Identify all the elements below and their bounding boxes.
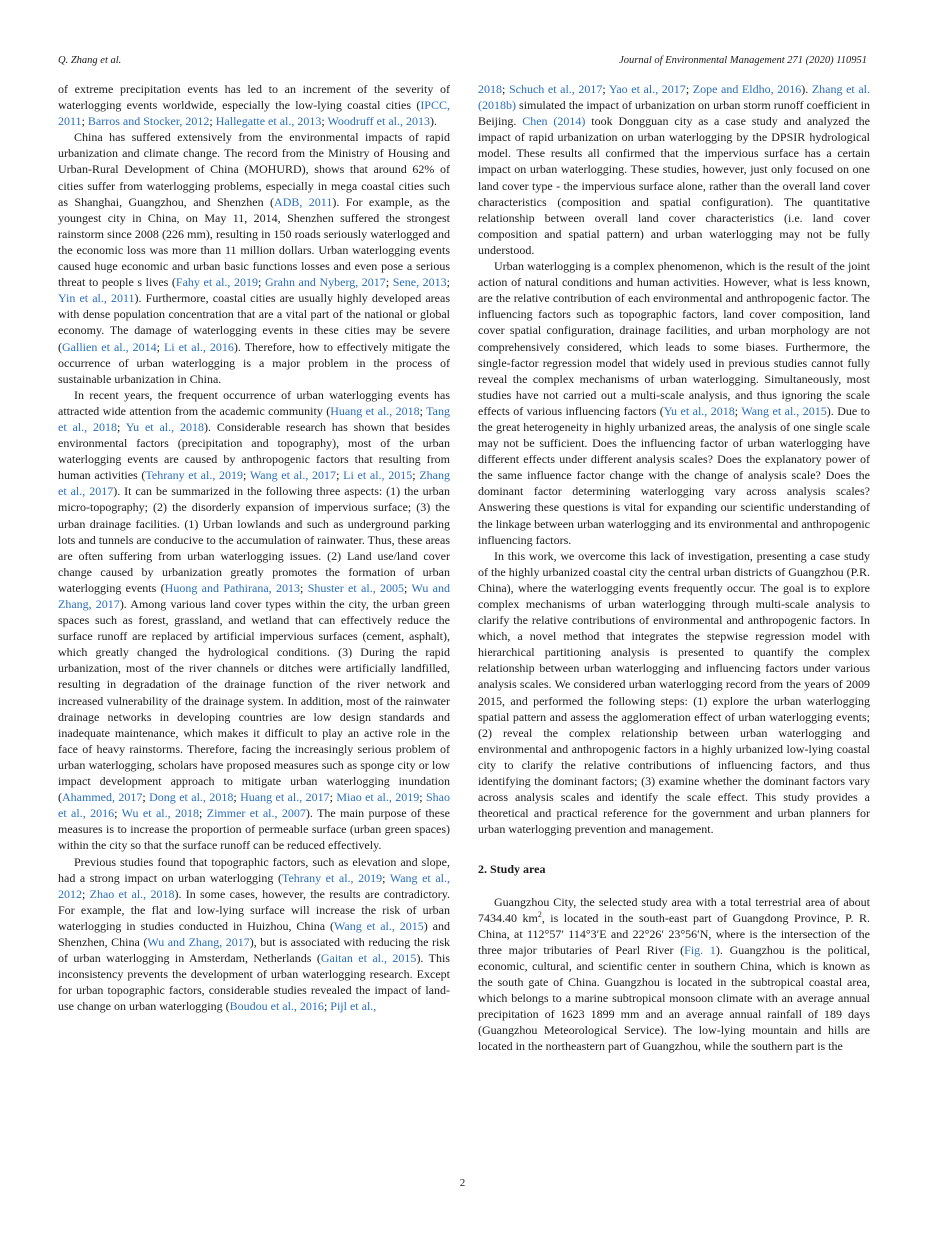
paragraph: Urban waterlogging is a complex phenomenon, which is the result of the joint action of natural conditions and human activities. However, what is less known, are the relative contribution of each environmental and anthropogenic factor. The influencing factors such as topographic factors, land cover composition, land cover spatial configuration, drainage facilities, and urban morphology are not comprehensively considered, which leads to some biases. Furthermore, the single-factor regression model that widely used in previous studies cannot fully reveal the complex mechanisms of urban waterlogging. Simultaneously, most studies have not carried out a multi-scale analysis, and thus ignoring the scale effects of various influencing factors (Yu et al., 2018; Wang et al., 2015). Due to the great heterogeneity in highly urbanized areas, the analysis of one single scale may not be sufficient. Does the influencing factor of urban waterlogging have different effects under different analysis scales? Does the explanatory power of the same influence factor change with the change of analysis scale? Does the dominant factor determining waterlogging vary across analysis scales? Answering these questions is vital for expanding our scientific understanding of the linkage between urban waterlogging and its environmental and anthropogenic influencing factors. — [478, 259, 871, 547]
citation-link[interactable]: Hallegatte et al., 2013 — [215, 114, 322, 129]
citation-link[interactable]: Barros and Stocker, 2012 — [87, 114, 210, 129]
citation-link[interactable]: Dong et al., 2018 — [149, 790, 234, 805]
paragraph: Previous studies found that topographic factors, such as elevation and slope, had a strong impact on urban waterlogging (Tehrany et al., 2019; Wang et al., 2012; Zhao et al., 2018). In some cases, however, the results are contradictory. For example, the flat and low-lying surface will increase the risk of urban waterlogging in studies conducted in Huizhou, China (Wang et al., 2015) and Shenzhen, China (Wu and Zhang, 2017), but is associated with reducing the risk of urban waterlogging in Amsterdam, Netherlands (Gaitan et al., 2015). This inconsistency prevents the development of urban waterlogging research. Except for urban topographic factors, considerable studies revealed the impact of land-use change on urban waterlogging (Boudou et al., 2016; Pijl et al., — [58, 854, 451, 1014]
citation-link[interactable]: Tang et al., 2018 — [58, 403, 450, 434]
citation-link[interactable]: Huong and Pathirana, 2013 — [164, 580, 300, 595]
right-column — [478, 81, 870, 1054]
citation-link[interactable]: Woodruff et al., 2013 — [327, 114, 430, 129]
header-authors: Q. Zhang et al. — [58, 55, 122, 66]
citation-link[interactable]: Wang et al., 2012 — [58, 870, 450, 901]
paragraph: 2018; Schuch et al., 2017; Yao et al., 2017; Zope and Eldho, 2016). Zhang et al. (2018b) simulated the impact of urbanization on urban storm runoff coefficient in Beijing. Chen (2014) took Dongguan city as a case study and analyzed the impact of rapid urbanization on urban waterlogging by the DPSIR hydrological model. These results all confirmed that the impervious surface has a certain impact on urban waterlogging. These studies, however, just only focused on one land cover type - the impervious surface alone, rather than the overall land cover characteristics (composition and spatial configuration). The quantitative relationship between overall land cover characteristics (i.e. land cover composition and spatial pattern) and urban waterlogging may not be fully understood. — [478, 82, 870, 257]
left-column — [58, 81, 450, 1014]
paragraph: China has suffered extensively from the environmental impacts of rapid urbanization and climate change. The record from the Ministry of Housing and Urban-Rural Development of China (MOHURD), shows that around 62% of cities suffer from waterlogging problems, especially in mega coastal cities such as Shanghai, Guangzhou, and Shenzhen (ADB, 2011). For example, as the youngest city in China, on May 11, 2014, Shenzhen suffered the strongest rainstorm since 2008 (226 mm), resulting in 150 roads seriously waterlogged and the economic loss was more than 11 million dollars. Urban waterlogging events caused huge economic and urban basic functions losses and even pose a serious threat to people s lives (Fahy et al., 2019; Grahn and Nyberg, 2017; Sene, 2013; Yin et al., 2011). Furthermore, coastal cities are usually highly developed areas with dense population concentration that are a vital part of the national or global economy. The damage of waterlogging events in these cities may be severe (Gallien et al., 2014; Li et al., 2016). Therefore, how to effectively mitigate the occurrence of urban waterlogging is a major problem in the process of sustainable urbanization in China. — [58, 130, 451, 386]
citation-link[interactable]: Zhang et al. (2018b) — [478, 82, 870, 113]
citation-link[interactable]: Wang et al., 2015 — [741, 403, 827, 418]
paragraph: In recent years, the frequent occurrence of urban waterlogging events has attracted wide attention from the academic community (Huang et al., 2018; Tang et al., 2018; Yu et al., 2018). Considerable research has shown that besides environmental factors (precipitation and topography), most of the urban waterlogging events are caused by anthropogenic factors that resulting from human activities (Tehrany et al., 2019; Wang et al., 2017; Li et al., 2015; Zhang et al., 2017). It can be summarized in the following three aspects: (1) the urban micro-topography; (2) the disorderly expansion of impervious surface; (3) the urban drainage facilities. (1) Urban lowlands and such as underground parking lots and tunnels are conducive to the accumulation of rainwater. Thus, these areas are often suffering from urban waterlogging issues. (2) Land use/land cover change caused by urbanization greatly promotes the formation of urban waterlogging events (Huong and Pathirana, 2013; Shuster et al., 2005; Wu and Zhang, 2017). Among various land cover types within the city, the urban green spaces such as forest, grassland, and wetland that can effectively reduce the surface runoff are replaced by artificial impervious surfaces (cement, asphalt), which greatly changed the hydrological conditions. (3) During the rapid urbanization, most of the river channels or ditches were artificially landfilled, resulting in degradation of the drainage function of the river network and increased vulnerability of the drainage system. In addition, most of the rainwater drainage networks in developing countries are low design standards and inadequate maintenance, which makes it difficult to play an active role in the face of heavy rainstorms. Therefore, facing the increasingly serious problem of urban waterlogging, scholars have proposed measures such as sponge city or low impact development approach to mitigate urban waterlogging inundation (Ahammed, 2017; Dong et al., 2018; Huang et al., 2017; Miao et al., 2019; Shao et al., 2016; Wu et al., 2018; Zimmer et al., 2007). The main purpose of these measures is to increase the proportion of permeable surface (urban green spaces) within the city so that the surface runoff can be reduced effectively. — [58, 387, 451, 853]
citation-link[interactable]: Tehrany et al., 2019 — [145, 468, 244, 483]
citation-link[interactable]: Miao et al., 2019 — [336, 790, 420, 805]
citation-link[interactable]: Huang et al., 2018 — [330, 403, 420, 418]
citation-link[interactable]: Ahammed, 2017 — [62, 790, 143, 805]
citation-link[interactable]: Li et al., 2015 — [343, 468, 413, 483]
citation-link[interactable]: Gaitan et al., 2015 — [320, 951, 417, 966]
citation-link[interactable]: Huang et al., 2017 — [240, 790, 330, 805]
header-journal: Journal of Environmental Management 271 (2020) 110951 — [619, 55, 867, 66]
citation-link[interactable]: Yu et al., 2018 — [125, 419, 204, 434]
citation-link[interactable]: Gallien et al., 2014 — [62, 339, 157, 354]
citation-link[interactable]: Yao et al., 2017 — [608, 82, 686, 96]
citation-link[interactable]: Zimmer et al., 2007 — [206, 806, 306, 821]
page-number: 2 — [459, 1177, 466, 1189]
citation-link[interactable]: Boudou et al., 2016 — [229, 999, 324, 1014]
citation-link[interactable]: Zope and Eldho, 2016 — [692, 82, 802, 96]
citation-link[interactable]: Schuch et al., 2017 — [508, 82, 603, 96]
citation-link[interactable]: Zhao et al., 2018 — [89, 886, 175, 901]
citation-link[interactable]: Li et al., 2016 — [163, 339, 234, 354]
citation-link[interactable]: Chen (2014) — [522, 114, 586, 129]
paragraph: of extreme precipitation events has led to an increment of the severity of waterlogging events worldwide, especially the low-lying coastal cities (IPCC, 2011; Barros and Stocker, 2012; Hallegatte et al., 2013; Woodruff et al., 2013). — [58, 82, 450, 129]
citation-link[interactable]: Fig. 1 — [684, 942, 716, 957]
citation-link[interactable]: Shao et al., 2016 — [58, 790, 450, 821]
section-heading: 2. Study area — [478, 862, 546, 877]
citation-link[interactable]: Tehrany et al., 2019 — [281, 870, 383, 885]
citation-link[interactable]: Wu and Zhang, 2017 — [147, 934, 250, 949]
citation-link[interactable]: Sene, 2013 — [392, 275, 447, 290]
citation-link[interactable]: Fahy et al., 2019 — [175, 275, 259, 290]
citation-link[interactable]: Wang et al., 2017 — [249, 468, 337, 483]
citation-link[interactable]: Shuster et al., 2005 — [307, 580, 405, 595]
citation-link[interactable]: ADB, 2011 — [274, 194, 333, 209]
citation-link[interactable]: 2018 — [478, 82, 502, 96]
citation-link[interactable]: IPCC, 2011 — [58, 98, 450, 129]
citation-link[interactable]: Grahn and Nyberg, 2017 — [264, 275, 386, 290]
citation-link[interactable]: Wu et al., 2018 — [121, 806, 200, 821]
paragraph: In this work, we overcome this lack of investigation, presenting a case study of the highly urbanized coastal city the central urban districts of Guangzhou (P.R. China), where the waterlogging events frequently occur. The goal is to explore complex mechanisms of urban waterlogging through multi-scale analysis to clarify the relative contributions of environmental and anthropogenic factors. In which, a novel method that integrates the stepwise regression model with hierarchical partitioning analysis is presented to quantify the complex relationship between urban waterlogging and influencing factors under various analysis scales. We considered urban waterlogging record from the years of 2009 2015, and performed the following steps: (1) explore the urban waterlogging spatial pattern and assess the agglomeration effect of urban waterlogging events; (2) reveal the complex relationship between urban waterlogging and environmental and anthropogenic factors in a highly urbanized low-lying coastal city to clarify the relative contributions of influencing factors, and thus identifying the dominant factors; (3) examine whether the dominant factors vary across analysis scales and identify the scale effect. This study provides a theoretical and practical reference for the government and urban planners for urban waterlogging prevention and management. — [478, 548, 870, 837]
citation-link[interactable]: Wang et al., 2015 — [334, 918, 424, 933]
paragraph: Guangzhou City, the selected study area with a total terrestrial area of about 7434.40 $km^2$, is located in the south-east part of Guangdong Province, P. R. China, at 112°57′ 114°3′E and 22°26′ 23°56′N, where is the intersection of the three major tributaries of Pearl River (Fig. 1). Guangzhou is the political, economic, cultural, and scientific center in southern China, which is known as the south gate of China. Guangzhou is located in the subtropical coastal area, which belongs to a marine subtropical monsoon climate with an average annual precipitation of 1623 1899 mm and an average annual rainfall of 189 days (Guangzhou Meteorological Service). The low-lying mountain and hills are located in the northeastern part of Guangzhou, while the southern part is the — [478, 894, 870, 1054]
superscript: 2 — [537, 909, 542, 919]
citation-link[interactable]: Pijl et al., — [330, 999, 377, 1014]
citation-link[interactable]: Yin et al., 2011 — [58, 291, 135, 306]
citation-link[interactable]: Zhang et al., 2017 — [58, 468, 450, 499]
citation-link[interactable]: Wu and Zhang, 2017 — [58, 580, 451, 611]
citation-link[interactable]: Yu et al., 2018 — [663, 403, 735, 418]
